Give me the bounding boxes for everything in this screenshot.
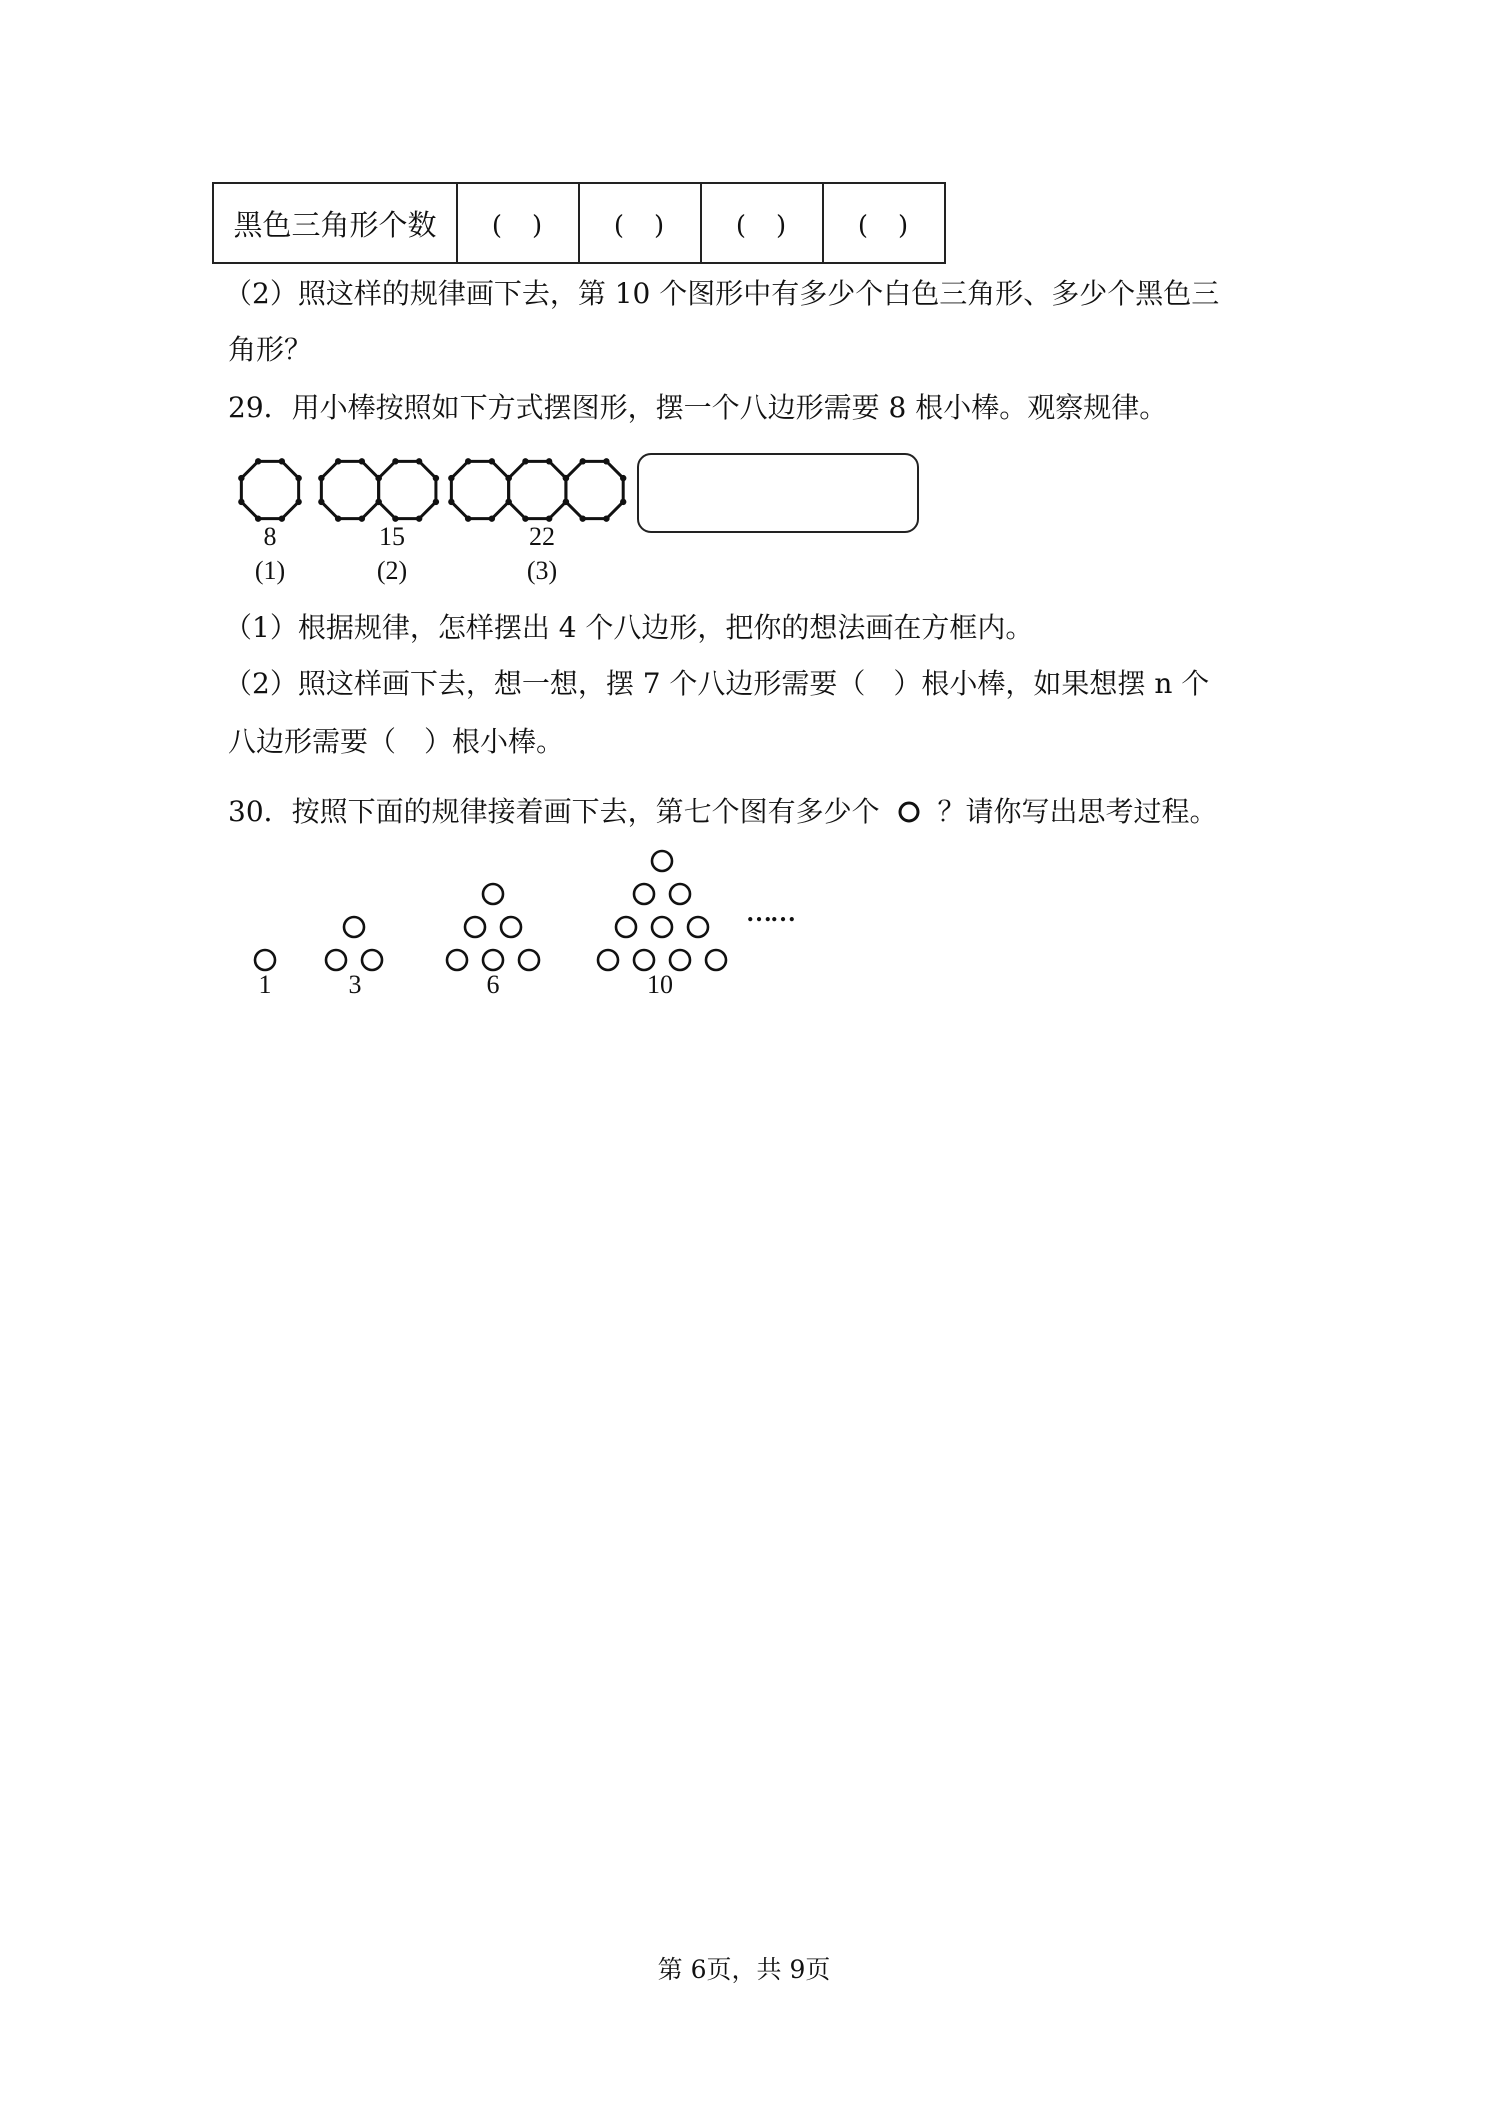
stick-joint-dot bbox=[359, 458, 365, 464]
stick-joint-dot bbox=[359, 515, 365, 521]
pattern-circle bbox=[483, 950, 503, 970]
stick-joint-dot bbox=[489, 515, 495, 521]
stick-joint-dot bbox=[579, 515, 585, 521]
octagon-shape bbox=[566, 461, 623, 518]
stick-joint-dot bbox=[546, 458, 552, 464]
pattern-circle bbox=[598, 950, 618, 970]
pattern-circle bbox=[362, 950, 382, 970]
pattern-circle bbox=[344, 917, 364, 937]
figure-count-label: 8 bbox=[263, 522, 277, 551]
stick-joint-dot bbox=[433, 475, 439, 481]
octagon-shape bbox=[451, 461, 508, 518]
ellipsis: …… bbox=[746, 898, 794, 927]
pattern-circle bbox=[326, 950, 346, 970]
figure-count-label: 22 bbox=[529, 522, 555, 551]
figure-count-label: 15 bbox=[379, 522, 405, 551]
stick-joint-dot bbox=[375, 475, 381, 481]
q29-part2-line2: 八边形需要（ ）根小棒。 bbox=[228, 725, 565, 758]
pattern-circle bbox=[688, 917, 708, 937]
stick-joint-dot bbox=[295, 475, 301, 481]
stick-joint-dot bbox=[563, 499, 569, 505]
stick-joint-dot bbox=[279, 515, 285, 521]
stick-joint-dot bbox=[318, 475, 324, 481]
table-row-label: 黑色三角形个数 bbox=[213, 183, 457, 263]
octagon-shape bbox=[241, 461, 298, 518]
stick-joint-dot bbox=[579, 458, 585, 464]
pattern-circle bbox=[483, 884, 503, 904]
stick-joint-dot bbox=[392, 458, 398, 464]
stick-joint-dot bbox=[603, 458, 609, 464]
stick-joint-dot bbox=[335, 458, 341, 464]
pattern-circle bbox=[447, 950, 467, 970]
pattern-circle bbox=[501, 917, 521, 937]
pattern-circle bbox=[634, 884, 654, 904]
stick-joint-dot bbox=[448, 475, 454, 481]
stick-joint-dot bbox=[546, 515, 552, 521]
drawing-answer-box[interactable] bbox=[637, 453, 919, 533]
figure-index-label: (3) bbox=[526, 556, 558, 585]
stick-joint-dot bbox=[489, 458, 495, 464]
figure-count-label: 3 bbox=[348, 970, 362, 999]
pattern-circle bbox=[519, 950, 539, 970]
stick-joint-dot bbox=[255, 515, 261, 521]
stick-joint-dot bbox=[603, 515, 609, 521]
octagon-shape bbox=[379, 461, 436, 518]
q29-part2-line1: （2）照这样画下去，想一想，摆 7 个八边形需要（ ）根小棒，如果想摆 n 个 bbox=[224, 667, 1210, 700]
stick-joint-dot bbox=[448, 499, 454, 505]
stick-joint-dot bbox=[416, 515, 422, 521]
figure-count-label: 1 bbox=[258, 970, 272, 999]
q30-stem-after: ？请你写出思考过程。 bbox=[937, 795, 1218, 828]
pattern-circle bbox=[670, 950, 690, 970]
q28-part2-line1: （2）照这样的规律画下去，第 10 个图形中有多少个白色三角形、多少个黑色三 bbox=[224, 277, 1220, 310]
figure-count-label: 6 bbox=[486, 970, 500, 999]
stick-joint-dot bbox=[465, 458, 471, 464]
pattern-circle bbox=[255, 950, 275, 970]
triangle-count-table bbox=[212, 182, 946, 264]
stick-joint-dot bbox=[416, 458, 422, 464]
octagon-shape bbox=[509, 461, 566, 518]
stick-joint-dot bbox=[522, 515, 528, 521]
circle-icon bbox=[897, 800, 921, 824]
stick-joint-dot bbox=[375, 499, 381, 505]
table-row bbox=[213, 183, 945, 263]
stick-joint-dot bbox=[522, 458, 528, 464]
figure-index-label: (2) bbox=[376, 556, 408, 585]
stick-joint-dot bbox=[563, 475, 569, 481]
stick-joint-dot bbox=[335, 515, 341, 521]
q30-stem-before: 30．按照下面的规律接着画下去，第七个图有多少个 bbox=[228, 795, 880, 828]
pattern-circle bbox=[652, 851, 672, 871]
stick-joint-dot bbox=[433, 499, 439, 505]
pattern-circle bbox=[670, 884, 690, 904]
stick-joint-dot bbox=[465, 515, 471, 521]
stick-joint-dot bbox=[505, 499, 511, 505]
answer-blank-cell[interactable]: ( ) bbox=[579, 183, 701, 263]
pattern-circle bbox=[634, 950, 654, 970]
figure-count-label: 10 bbox=[647, 970, 673, 999]
stick-joint-dot bbox=[620, 475, 626, 481]
answer-blank-cell[interactable]: ( ) bbox=[457, 183, 579, 263]
stick-joint-dot bbox=[295, 499, 301, 505]
stick-joint-dot bbox=[318, 499, 324, 505]
q29-part1: （1）根据规律，怎样摆出 4 个八边形，把你的想法画在方框内。 bbox=[224, 611, 1034, 644]
pattern-circle bbox=[465, 917, 485, 937]
stick-joint-dot bbox=[238, 475, 244, 481]
page-footer: 第 6页，共 9页 bbox=[657, 1955, 831, 1984]
stick-joint-dot bbox=[255, 458, 261, 464]
figure-index-label: (1) bbox=[254, 556, 286, 585]
pattern-circle bbox=[652, 917, 672, 937]
stick-joint-dot bbox=[392, 515, 398, 521]
stick-joint-dot bbox=[238, 499, 244, 505]
q29-stem: 29．用小棒按照如下方式摆图形，摆一个八边形需要 8 根小棒。观察规律。 bbox=[228, 391, 1168, 424]
octagon-shape bbox=[321, 461, 378, 518]
stick-joint-dot bbox=[279, 458, 285, 464]
answer-blank-cell[interactable]: ( ) bbox=[701, 183, 823, 263]
stick-joint-dot bbox=[620, 499, 626, 505]
stick-joint-dot bbox=[505, 475, 511, 481]
q28-part2-line2: 角形？ bbox=[228, 333, 313, 366]
pattern-circle bbox=[706, 950, 726, 970]
q30-stem bbox=[228, 792, 1217, 832]
pattern-circle bbox=[616, 917, 636, 937]
answer-blank-cell[interactable]: ( ) bbox=[823, 183, 945, 263]
